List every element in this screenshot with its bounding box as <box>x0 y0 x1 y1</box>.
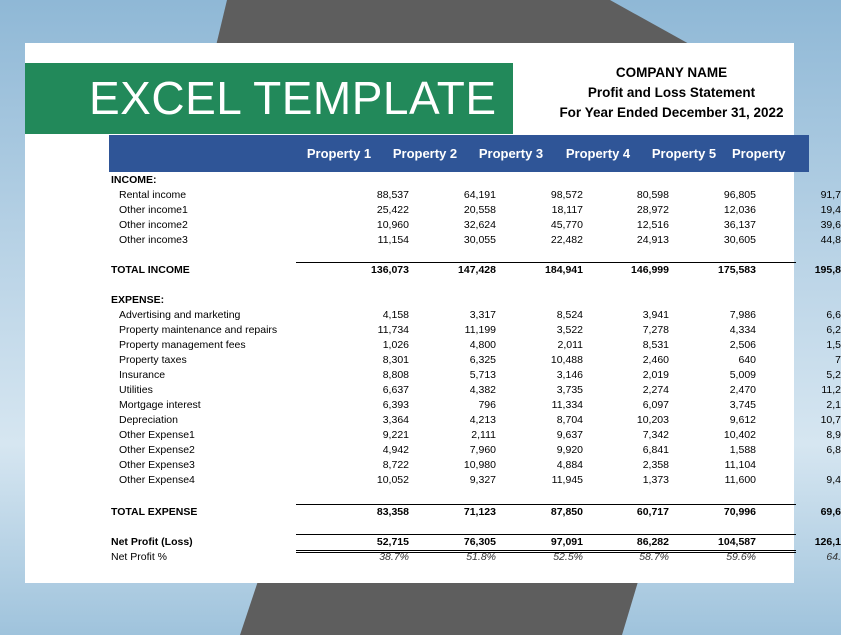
cell-value: 4,158 <box>382 309 409 321</box>
column-header: Property 1 <box>306 146 372 161</box>
cell-value: 2,1 <box>826 399 841 411</box>
table-row <box>109 218 841 233</box>
cell-value: 44,8 <box>820 234 841 246</box>
cell-value: 2,111 <box>471 429 496 441</box>
cell-value: 52,715 <box>376 536 409 548</box>
cell-value: 6,637 <box>382 384 409 396</box>
row-label: Other Expense2 <box>119 444 195 456</box>
cell-value: 6,2 <box>826 324 841 336</box>
table-row <box>109 203 841 218</box>
cell-value: 8,704 <box>556 414 583 426</box>
cell-value: 3,317 <box>469 309 496 321</box>
backdrop-shape-bottom <box>240 575 640 635</box>
cell-value: 147,428 <box>458 264 496 276</box>
cell-value: 104,587 <box>718 536 756 548</box>
cell-value: 195,8 <box>814 264 841 276</box>
cell-value: 10,7 <box>820 414 841 426</box>
section-heading-income <box>109 173 809 188</box>
cell-value: 136,073 <box>371 264 409 276</box>
row-label: Other Expense1 <box>119 429 195 441</box>
statement-period: For Year Ended December 31, 2022 <box>559 105 784 120</box>
cell-value: 4,884 <box>556 459 583 471</box>
cell-value: 6,393 <box>382 399 409 411</box>
cell-value: 5,009 <box>729 369 756 381</box>
cell-value: 2,274 <box>642 384 669 396</box>
cell-value: 87,850 <box>550 506 583 518</box>
cell-value: 10,052 <box>376 474 409 486</box>
cell-value: 69,6 <box>820 506 841 518</box>
cell-value: 71,123 <box>463 506 496 518</box>
cell-value: 11,199 <box>464 324 496 336</box>
row-label: Property management fees <box>119 339 246 351</box>
table-row <box>109 398 841 413</box>
statement-title: Profit and Loss Statement <box>587 85 756 100</box>
cell-value: 51.8% <box>466 551 496 563</box>
cell-value: 64. <box>826 551 841 563</box>
cell-value: 2,011 <box>557 339 583 351</box>
cell-value: 97,091 <box>550 536 583 548</box>
table-row <box>109 473 841 488</box>
cell-value: 98,572 <box>550 189 583 201</box>
cell-value: 126,1 <box>814 536 841 548</box>
cell-value: 11,945 <box>551 474 583 486</box>
cell-value: 9,327 <box>469 474 496 486</box>
cell-value: 2,506 <box>729 339 756 351</box>
cell-value: 18,117 <box>551 204 583 216</box>
table-row <box>109 308 841 323</box>
section-heading-expense <box>109 293 809 308</box>
cell-value: 2,470 <box>729 384 756 396</box>
cell-value: 91,7 <box>820 189 841 201</box>
cell-value: 8,531 <box>642 339 669 351</box>
cell-value: 80,598 <box>636 189 669 201</box>
table-row <box>109 413 841 428</box>
column-header: Property 4 <box>565 146 631 161</box>
cell-value: 11,104 <box>724 459 756 471</box>
cell-value: 3,146 <box>556 369 583 381</box>
row-label: Other income1 <box>119 204 188 216</box>
cell-value: 4,942 <box>382 444 409 456</box>
table-row <box>109 458 809 473</box>
cell-value: 3,522 <box>556 324 583 336</box>
cell-value: 10,960 <box>376 219 409 231</box>
cell-value: 1,5 <box>826 339 841 351</box>
cell-value: 11,334 <box>551 399 583 411</box>
cell-value: 28,972 <box>636 204 669 216</box>
cell-value: 3,941 <box>642 309 669 321</box>
row-label: Other Expense4 <box>119 474 195 486</box>
cell-value: 8,9 <box>826 429 841 441</box>
cell-value: 10,488 <box>550 354 583 366</box>
table-row <box>109 353 841 368</box>
cell-value: 60,717 <box>636 506 669 518</box>
column-header: Property 5 <box>651 146 717 161</box>
row-label: Other income2 <box>119 219 188 231</box>
cell-value: 184,941 <box>545 264 583 276</box>
cell-value: 7,960 <box>469 444 496 456</box>
cell-value: 4,800 <box>469 339 496 351</box>
row-label: Property taxes <box>119 354 187 366</box>
cell-value: 1,588 <box>729 444 756 456</box>
cell-value: 796 <box>478 399 496 411</box>
cell-value: 8,722 <box>382 459 409 471</box>
cell-value: 6,097 <box>642 399 669 411</box>
cell-value: 30,605 <box>723 234 756 246</box>
cell-value: 7,278 <box>642 324 669 336</box>
company-header <box>545 63 798 123</box>
cell-value: 8,301 <box>382 354 409 366</box>
cell-value: 32,624 <box>463 219 496 231</box>
cell-value: 3,735 <box>556 384 583 396</box>
cell-value: 4,334 <box>729 324 756 336</box>
row-label: Rental income <box>119 189 187 201</box>
total-expense-row <box>109 505 841 520</box>
column-header-row <box>109 135 809 172</box>
row-label: Insurance <box>119 369 166 381</box>
cell-value: 45,770 <box>550 219 583 231</box>
row-label: INCOME: <box>111 174 157 186</box>
row-label: Mortgage interest <box>119 399 201 411</box>
cell-value: 175,583 <box>718 264 756 276</box>
cell-value: 12,036 <box>723 204 756 216</box>
cell-value: 8,808 <box>382 369 409 381</box>
row-label: Other Expense3 <box>119 459 195 471</box>
table-row <box>109 383 841 398</box>
cell-value: 30,055 <box>463 234 496 246</box>
cell-value: 39,6 <box>820 219 841 231</box>
cell-value: 6,6 <box>826 309 841 321</box>
cell-value: 76,305 <box>463 536 496 548</box>
column-header: Property 2 <box>392 146 458 161</box>
cell-value: 4,382 <box>469 384 496 396</box>
table-row <box>109 368 841 383</box>
cell-value: 2,460 <box>642 354 669 366</box>
cell-value: 88,537 <box>376 189 409 201</box>
cell-value: 6,325 <box>469 354 496 366</box>
column-header: Property 3 <box>478 146 544 161</box>
cell-value: 24,913 <box>636 234 669 246</box>
cell-value: 64,191 <box>463 189 496 201</box>
column-header: Property <box>732 146 786 161</box>
company-name: COMPANY NAME <box>615 65 728 80</box>
cell-value: 20,558 <box>463 204 496 216</box>
cell-value: 5,713 <box>469 369 496 381</box>
cell-value: 9,612 <box>729 414 756 426</box>
cell-value: 59.6% <box>726 551 756 563</box>
row-label: TOTAL EXPENSE <box>111 506 198 518</box>
cell-value: 11,2 <box>821 384 841 396</box>
cell-value: 86,282 <box>636 536 669 548</box>
table-row <box>109 443 841 458</box>
row-label: Other income3 <box>119 234 188 246</box>
total-income-row <box>109 263 841 278</box>
cell-value: 83,358 <box>376 506 409 518</box>
row-label: Property maintenance and repairs <box>119 324 278 336</box>
row-label: TOTAL INCOME <box>111 264 190 276</box>
cell-value: 9,920 <box>556 444 583 456</box>
cell-value: 640 <box>738 354 756 366</box>
table-row <box>109 338 841 353</box>
template-banner: EXCEL TEMPLATE <box>25 63 513 134</box>
row-label: EXPENSE: <box>111 294 165 306</box>
cell-value: 7,342 <box>642 429 669 441</box>
cell-value: 22,482 <box>550 234 583 246</box>
cell-value: 9,637 <box>556 429 583 441</box>
cell-value: 2,358 <box>642 459 669 471</box>
pl-sheet <box>25 43 841 583</box>
cell-value: 52.5% <box>553 551 583 563</box>
cell-value: 4,213 <box>469 414 496 426</box>
cell-value: 2,019 <box>642 369 669 381</box>
cell-value: 10,980 <box>463 459 496 471</box>
cell-value: 1,373 <box>642 474 669 486</box>
cell-value: 6,8 <box>826 444 841 456</box>
row-label: Net Profit % <box>111 551 168 563</box>
cell-value: 1,026 <box>382 339 409 351</box>
cell-value: 3,364 <box>382 414 409 426</box>
cell-value: 7 <box>835 354 841 366</box>
cell-value: 10,203 <box>636 414 669 426</box>
cell-value: 19,4 <box>820 204 841 216</box>
cell-value: 146,999 <box>631 264 669 276</box>
table-row <box>109 428 841 443</box>
cell-value: 58.7% <box>639 551 669 563</box>
table-row <box>109 188 841 203</box>
cell-value: 8,524 <box>556 309 583 321</box>
net-profit-pct-row <box>109 550 841 565</box>
cell-value: 38.7% <box>379 551 409 563</box>
table-row <box>109 323 841 338</box>
row-label: Net Profit (Loss) <box>111 536 193 548</box>
cell-value: 3,745 <box>729 399 756 411</box>
cell-value: 12,516 <box>636 219 669 231</box>
cell-value: 7,986 <box>729 309 756 321</box>
cell-value: 11,600 <box>724 474 756 486</box>
cell-value: 9,221 <box>382 429 409 441</box>
net-profit-row <box>109 535 841 550</box>
cell-value: 11,734 <box>377 324 409 336</box>
cell-value: 96,805 <box>723 189 756 201</box>
cell-value: 36,137 <box>723 219 756 231</box>
cell-value: 6,841 <box>642 444 669 456</box>
cell-value: 25,422 <box>376 204 409 216</box>
cell-value: 11,154 <box>377 234 409 246</box>
row-label: Utilities <box>119 384 153 396</box>
row-label: Depreciation <box>119 414 178 426</box>
row-label: Advertising and marketing <box>119 309 241 321</box>
cell-value: 5,2 <box>826 369 841 381</box>
cell-value: 9,4 <box>826 474 841 486</box>
cell-value: 70,996 <box>723 506 756 518</box>
table-row <box>109 233 841 248</box>
cell-value: 10,402 <box>723 429 756 441</box>
